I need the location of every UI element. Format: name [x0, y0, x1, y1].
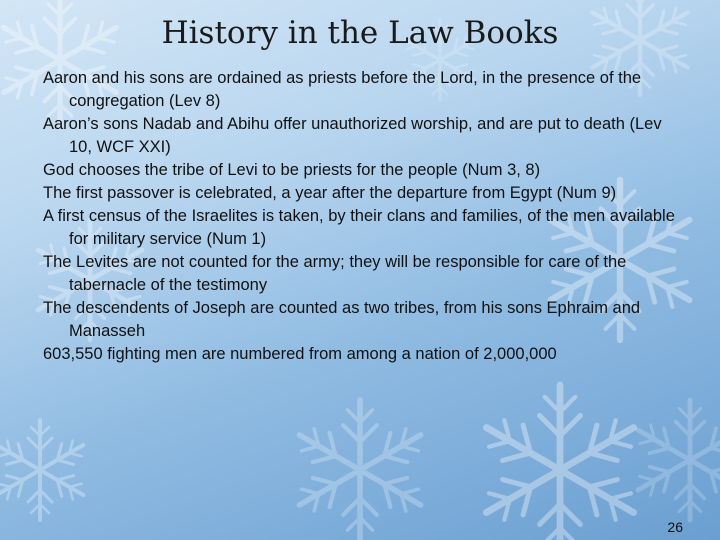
snowflake-icon [291, 400, 429, 540]
bullet-list [43, 67, 683, 366]
snowflake-icon [0, 420, 89, 520]
bullet-item: The descendents of Joseph are counted as two tribes, from his sons Ephraim and Manasseh [43, 299, 641, 340]
page-number: 26 [667, 519, 683, 535]
bullet-item: The first passover is celebrated, a year after the departure from Egypt (Num 9) [43, 184, 617, 202]
snowflake-icon [476, 385, 644, 540]
bullet-item: God chooses the tribe of Levi to be priests for the people (Num 3, 8) [43, 161, 541, 179]
bullet-item: A first census of the Israelites is taken, by their clans and families, of the men available for military service (Num 1) [43, 207, 675, 248]
bullet-item: Aaron’s sons Nadab and Abihu offer unauthorized worship, and are put to death (Lev 10, WCF XXI) [43, 115, 662, 156]
snowflake-icon [631, 400, 720, 520]
bullet-item: The Levites are not counted for the army; they will be responsible for care of the tabernacle of the testimony [43, 253, 627, 294]
slide-title: History in the Law Books [161, 15, 559, 51]
bullet-item: 603,550 fighting men are numbered from among a nation of 2,000,000 [43, 345, 557, 363]
bullet-item: Aaron and his sons are ordained as priests before the Lord, in the presence of the congregation (Lev 8) [43, 69, 642, 110]
